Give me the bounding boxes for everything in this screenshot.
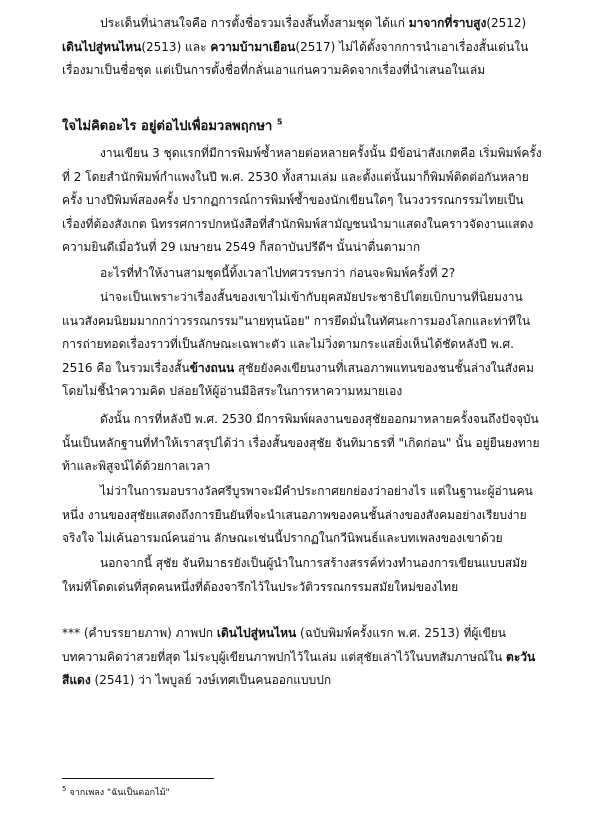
footnote-divider — [62, 778, 214, 779]
legacy-paragraph: นอกจากนี้ สุชัย จันทิมาธรยังเป็นผู้นำในการสร้างสรรค์ท่วงทำนองการเขียนแบบสมัยใหม่ที่โดดเด่นที่สุดคนหนึ่งที่ต้องจารึกไว้ในประวัติวรรณกรรมสมัยใหม่ของไทย — [62, 556, 528, 594]
book-title-from-plateau: มาจากที่ราบสูง — [408, 16, 487, 30]
reason-paragraph: น่าจะเป็นเพราะว่าเรื่องสั้นของเขาไม่เข้ากับยุคสมัยประชาธิปไตยเบิกบานที่นิยมงานแนวสังคมนิยมมากกว่าวรรณกรรม"นายทุนน้อย" การยึดมั่นในทัศนะการมองโลกและท่าทีในการถ่ายทอดเรื่องราวที่เป็นลักษณะเฉพาะตัว และไม่วิ่งตามกระแสยิ่งเห็นได้ชัดหลังปี พ.ศ. 2516 คือ ในรวมเรื่องสั้นข้างถนน สุชัยยังคงเขียนงานที่เสนอภาพแทนของชนชั้นล่างในสังคมโดยไม่ชี้นำความคิด ปล่อยให้ผู้อ่านมีอิสระในการหาความหมายเอง — [62, 290, 534, 398]
section-heading: ใจไม่คิดอะไร อยู่ต่อไปเพื่อมวลพฤกษา $^5$ — [62, 117, 283, 134]
caption-magazine-title: ตะวันสีแดง — [62, 649, 536, 687]
question-paragraph: อะไรที่ทำให้งานสามชุดนี้ทิ้งเวลาไปทศวรรษกว่า ก่อนจะพิมพ์ครั้งที่ 2? — [100, 266, 456, 280]
book-title-roadside: ข้างถนน — [189, 360, 235, 375]
footnote — [62, 786, 170, 800]
caption-book-title: เดินไปสู่หนไหน — [216, 626, 297, 640]
book-title-madness-visits: ความบ้ามาเยือน — [210, 39, 296, 54]
reprint-paragraph: งานเขียน 3 ชุดแรกที่มีการพิมพ์ซ้ำหลายต่อหลายครั้งนั้น มีข้อน่าสังเกตคือ เริ่มพิมพ์ครั้งที่ 2 โดยสำนักพิมพ์กำแพงในปี พ.ศ. 2530 ทั้งสามเล่ม และตั้งแต่นั้นมาก็พิมพ์ติดต่อกันหลายครั้ง บางปีพิมพ์สองครั้ง ปรากฏการณ์การพิมพ์ซ้ำของนักเขียนใดๆ ในวงวรรณกรรมไทยเป็นเรื่องที่ต้องสังเกต นิทรรศการปกหนังสือที่สำนักพิมพ์สามัญชนนำมาแสดงในคราวจัดงานแสดงความยินดีเมื่อวันที่ 29 เมษายน 2549 ก็สถาบันปรีดีฯ นั้นน่าตื่นตามาก — [62, 146, 542, 254]
intro-paragraph: ประเด็นที่น่าสนใจคือ การตั้งชื่อรวมเรื่องสั้นทั้งสามชุด ได้แก่ มาจากที่ราบสูง(2512) เดินไปสู่หนไหน(2513) และ ความบ้ามาเยือน(2517) ไม่ได้ตั้งจากการนำเอาเรื่องสั้นเด่นในเรื่องมาเป็นชื่อชุด แต่เป็นการตั้งชื่อที่กลั่นเอาแก่นความคิดจากเรื่องที่นำเสนอในเล่ม — [62, 16, 529, 77]
book-title-where-to-go: เดินไปสู่หนไหน — [62, 39, 142, 54]
footnote-ref[interactable]: 5 — [276, 117, 283, 127]
footnote-text: จากเพลง "ฉันเป็นดอกไม้" — [69, 788, 170, 798]
footnote-marker: 5 — [62, 785, 67, 793]
image-caption: *** (คำบรรยายภาพ) ภาพปก เดินไปสู่หนไหน (ฉบับพิมพ์ครั้งแรก พ.ศ. 2513) ที่ผู้เขียนบทความคิดว่าสวยที่สุด ไม่ระบุผู้เขียนภาพปกไว้ในเล่ม แต่สุชัยเล่าไว้ในบทสัมภาษณ์ใน ตะวันสีแดง (2541) ว่า ไพบูลย์ วงษ์เทศเป็นคนออกแบบปก — [62, 626, 536, 687]
conclusion-paragraph: ดังนั้น การที่หลังปี พ.ศ. 2530 มีการพิมพ์ผลงานของสุชัยออกมาหลายครั้งจนถึงปัจจุบันนั้นเป็นหลักฐานที่ทำให้เราสรุปได้ว่า เรื่องสั้นของสุชัย จันทิมาธรที่ "เกิดก่อน" นั้น อยู่ยืนยงทายท้าและพิสูจน์ได้ด้วยกาลเวลา — [62, 412, 540, 473]
award-paragraph: ไม่ว่าในการมอบรางวัลศรีบูรพาจะมีคำประกาศยกย่องว่าอย่างไร แต่ในฐานะผู้อ่านคนหนึ่ง งานของสุชัยแสดงถึงการยืนยันที่จะนำเสนอภาพของคนชั้นล่างของสังคมอย่างเรียบง่ายจริงใจ ไม่เค้นอารมณ์คนอ่าน ลักษณะเช่นนี้ปรากฏในกวีนิพนธ์และบทเพลงของเขาด้วย — [62, 484, 533, 545]
